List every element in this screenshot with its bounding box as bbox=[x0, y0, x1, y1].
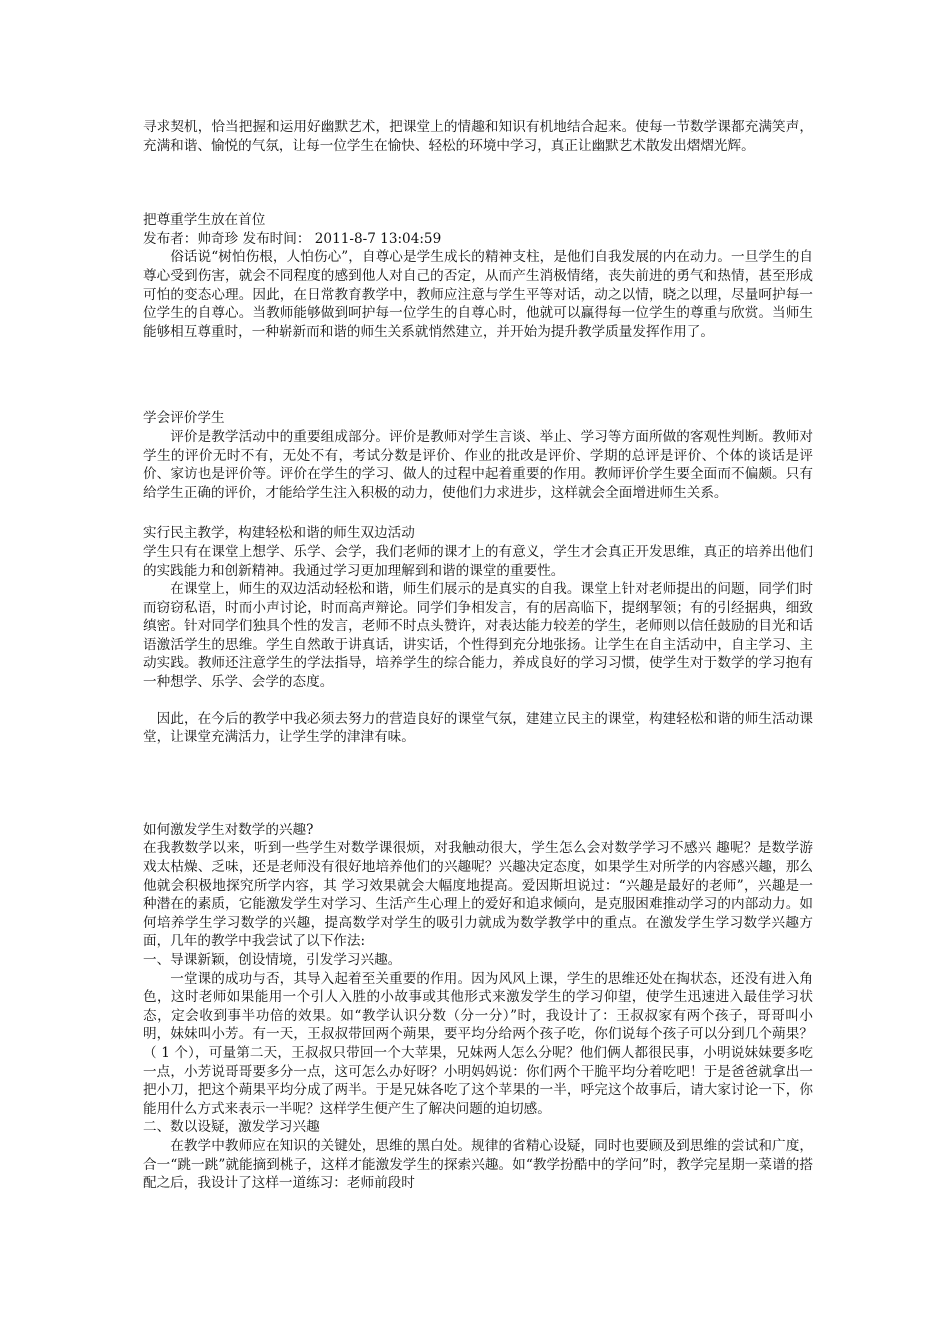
section-title: 把尊重学生放在首位 bbox=[143, 212, 266, 229]
section-title: 学会评价学生 bbox=[143, 410, 225, 427]
body-paragraph: 因此，在今后的教学中我必须去努力的营造良好的课堂气氛，建建立民主的课堂，构建轻松和谐的师生活动课堂，让课堂充满活力，让学生学的津津有味。 bbox=[143, 710, 813, 746]
body-paragraph: 评价是教学活动中的重要组成部分。评价是教师对学生言谈、举止、学习等方面所做的客观性判断。教师对学生的评价无时不有，无处不有，考试分数是评价、作业的批改是评价、学期的总评是评价、个体的谈话是评价、家访也是评价等。评价在学生的学习、做人的过程中起着重要的作用。教师评价学生要全面而不偏颇。只有给学生正确的评价，才能给学生注入积极的动力，使他们力求进步，这样就会全面增进师生关系。 bbox=[143, 428, 813, 501]
body-paragraph: 在教学中教师应在知识的关键处，思维的黑白处。规律的省精心设疑，同时也要顾及到思维的尝试和广度，合一“跳一跳”就能摘到桃子，这样才能激发学生的探索兴趣。如“教学扮酷中的学问”时，教学完星期一菜谱的搭配之后，我设计了这样一道练习：老师前段时 bbox=[143, 1137, 813, 1192]
section-title: 实行民主教学，构建轻松和谐的师生双边活动 bbox=[143, 525, 415, 542]
intro-paragraph: 寻求契机，恰当把握和运用好幽默艺术，把课堂上的情趣和知识有机地结合起来。使每一节数学课都充满笑声，充满和谐、愉悦的气氛，让每一位学生在愉快、轻松的环境中学习，真正让幽默艺术散发出熠熠光辉。 bbox=[143, 119, 813, 154]
spacer bbox=[143, 341, 813, 409]
document-page bbox=[143, 118, 813, 1193]
body-paragraph: 学生只有在课堂上想学、乐学、会学，我们老师的课才上的有意义，学生才会真正开发思维，真正的培养出他们的实践能力和创新精神。我通过学习更加理解到和谐的课堂的重要性。 bbox=[143, 543, 813, 579]
spacer bbox=[143, 747, 813, 821]
post-meta: 发布者：帅奇珍 发布时间： 2011-8-7 13:04:59 bbox=[143, 230, 442, 247]
subheading: 一、导课新颖，创设情境，引发学习兴趣。 bbox=[143, 952, 402, 968]
spacer bbox=[143, 692, 813, 710]
body-paragraph: 在课堂上，师生的双边活动轻松和谐，师生们展示的是真实的自我。课堂上针对老师提出的问题，同学们时而窃窃私语，时而小声讨论，时而高声辩论。同学们争相发言，有的居高临下，提纲挈领；有的引经据典，细致缜密。针对同学们独具个性的发言，老师不时点头赞许，对表达能力较差的学生，老师则以信任鼓励的目光和话语激活学生的思维。学生自然敢于讲真话，讲实话，个性得到充分地张扬。让学生在自主活动中，自主学习、主动实践。教师还注意学生的学法指导，培养学生的综合能力，养成良好的学习习惯，使学生对于数学的学习抱有一种想学、乐学、会学的态度。 bbox=[143, 581, 813, 691]
spacer bbox=[143, 155, 813, 211]
body-paragraph: 一堂课的成功与否，其导入起着至关重要的作用。因为风风上课，学生的思维还处在掏状态，还没有进入角色，这时老师如果能用一个引人入胜的小故事或其他形式来激发学生的学习仰望，使学生迅速进入最佳学习状态，定会收到事半功倍的效果。如“教学认识分数（分一分）”时，我设计了：王叔叔家有两个孩子，哥哥叫小明，妹妹叫小芳。有一天，王叔叔带回两个蒴果，要平均分给两个孩子吃，你们说每个孩子可以分到几个蒴果？（ 1 个），可量第二天，王叔叔只带回一个大苹果，兄妹两人怎么分呢？他们俩人都很民事，小明说妹妹要多吃一点，小芳说哥哥要多分一点，这可怎么办好呀？小明妈妈说：你们两个干脆平均分着吃吧！于是爸爸就拿出一把小刀，把这个蒴果平均分成了两半。于是兄妹各吃了这个苹果的一半，呼完这个故事后，请大家讨论一下，你能用什么方式来表示一半呢？这样学生便产生了解决问题的迫切感。 bbox=[143, 970, 813, 1117]
spacer bbox=[143, 502, 813, 524]
body-paragraph: 在我教数学以来，听到一些学生对数学课很烦，对我触动很大，学生怎么会对数学学习不感兴 趣呢？是数学游戏太枯燥、乏味，还是老师没有很好地培养他们的兴趣呢？兴趣决定态度，如果学生对所学的内容感兴趣，那么他就会积极地探究所学内容，其 学习效果就会大幅度地提高。爱因斯坦说过：“兴趣是最好的老师”，兴趣是一种潜在的素质，它能激发学生对学习、生活产生心理上的爱好和追求倾向，是克服困难推动学习的内部动力。如何培养学生学习数学的兴趣，提高数学对学生的吸引力就成为数学教学中的重点。在激发学生学习数学兴趣方面，几年的教学中我尝试了以下作法: bbox=[143, 840, 813, 950]
body-paragraph: 俗话说“树怕伤根，人怕伤心”，自尊心是学生成长的精神支柱，是他们自我发展的内在动力。一旦学生的自尊心受到伤害，就会不同程度的感到他人对自己的否定，从而产生消极情绪，丧失前进的勇气和热情，甚至形成可怕的变态心理。因此，在日常教育教学中，教师应注意与学生平等对话，动之以情，晓之以理，尽量呵护每一位学生的自尊心。当教师能够做到呵护每一位学生的自尊心时，他就可以赢得每一位学生的尊重与欣赏。当师生能够相互尊重时，一种崭新而和谐的师生关系就悄然建立，并开始为提升教学质量发挥作用了。 bbox=[143, 249, 813, 340]
section-title: 如何激发学生对数学的兴趣? bbox=[143, 821, 314, 838]
subheading: 二、数以设疑，激发学习兴趣 bbox=[143, 1119, 320, 1136]
